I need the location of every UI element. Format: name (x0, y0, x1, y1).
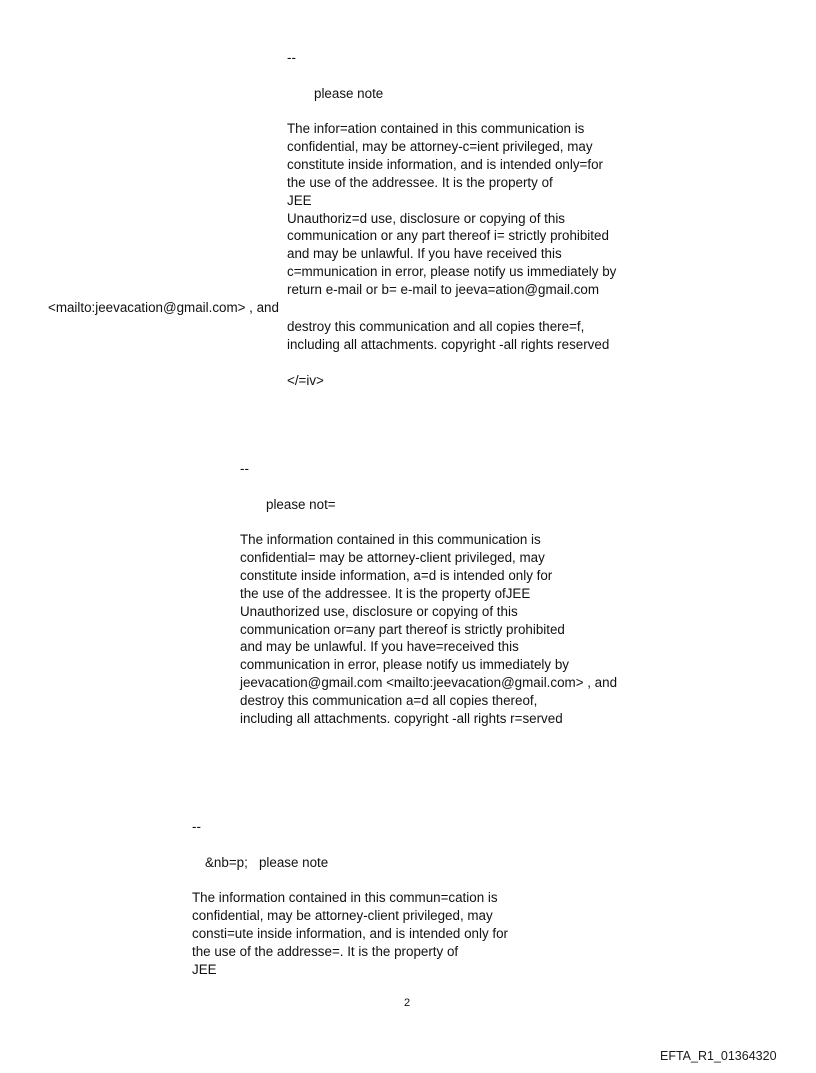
text-line: including all attachments. copyright -all rights reserved (287, 336, 610, 352)
text-line: confidential, may be attorney-client privileged, may (192, 907, 493, 923)
section1-body (287, 120, 616, 299)
text-line: Unauthorized use, disclosure or copying of this (240, 603, 518, 619)
section2-separator: -- (240, 461, 249, 476)
document-id: EFTA_R1_01364320 (660, 1049, 777, 1063)
text-line: JEE (192, 961, 217, 977)
text-line: the use of the addresse=. It is the property of (192, 943, 459, 959)
text-line: destroy this communication and all copies there=f, (287, 319, 585, 334)
text-line: destroy this communication a=d all copies thereof, (240, 693, 538, 709)
section3-heading: &nb=p; please note (205, 855, 329, 870)
text-line: the use of the addressee. It is the property of (287, 174, 553, 190)
section1-closing-tag: </=iv> (287, 373, 324, 388)
text-line: the use of the addressee. It is the property ofJEE (240, 585, 531, 601)
text-line: constitute inside information, and is intended only=for (287, 156, 603, 172)
text-line: The infor=ation contained in this communication is (287, 121, 585, 136)
text-line: JEE (287, 192, 312, 208)
section2-body (240, 531, 617, 728)
text-line: communication in error, please notify us immediately by (240, 657, 569, 673)
text-line: confidential, may be attorney-c=ient privileged, may (287, 138, 593, 154)
text-line: and may be unlawful. If you have received this (287, 246, 562, 262)
text-line: jeevacation@gmail.com <mailto:jeevacation@gmail.com> , and (240, 675, 618, 691)
section3-body (192, 889, 508, 979)
text-line: and may be unlawful. If you have=received this (240, 639, 519, 655)
section1-heading: please note (314, 86, 384, 101)
text-line: The information contained in this commun=cation is (192, 890, 498, 905)
section3-separator: -- (192, 819, 201, 834)
text-line: consti=ute inside information, and is intended only for (192, 925, 508, 941)
text-line: confidential= may be attorney-client privileged, may (240, 549, 545, 565)
section1-mailto-line: <mailto:jeevacation@gmail.com> , and (48, 300, 279, 315)
page-number: 2 (404, 997, 411, 1009)
text-line: The information contained in this communication is (240, 532, 541, 547)
text-line: Unauthoriz=d use, disclosure or copying of this (287, 210, 566, 226)
section1-separator: -- (287, 50, 296, 65)
text-line: communication or any part thereof i= strictly prohibited (287, 228, 609, 244)
text-line: return e-mail or b= e-mail to jeeva=ation@gmail.com (287, 282, 600, 298)
text-line: communication or=any part thereof is strictly prohibited (240, 621, 565, 637)
text-line: constitute inside information, a=d is intended only for (240, 567, 553, 583)
section2-heading: please not= (266, 497, 336, 512)
text-line: c=mmunication in error, please notify us immediately by (287, 264, 617, 280)
text-line: including all attachments. copyright -all rights r=served (240, 711, 563, 727)
section1-body-after (287, 318, 609, 354)
